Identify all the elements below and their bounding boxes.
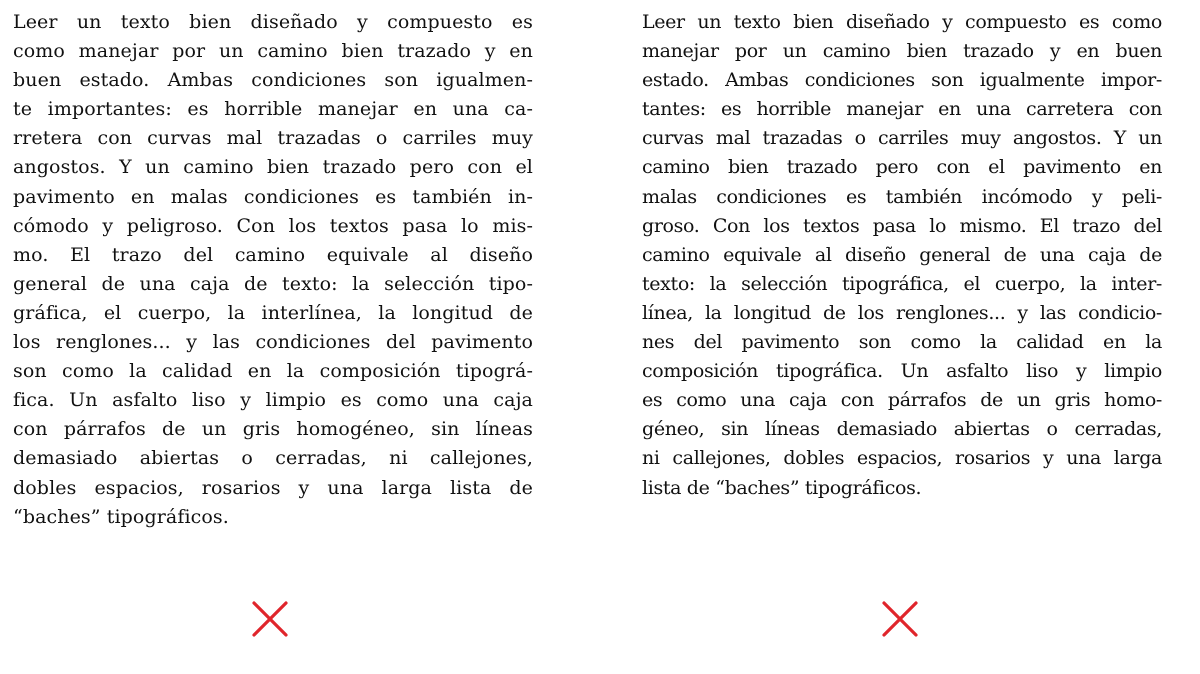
text-line: con párrafos de un gris homogéneo, sin líneas — [13, 418, 533, 441]
text-line-last: lista de “baches” tipográficos. — [642, 476, 922, 499]
text-line: como manejar por un camino bien trazado y en — [13, 40, 533, 63]
text-line: gráfica, el cuerpo, la interlínea, la longitud de — [13, 301, 533, 324]
justified-paragraph-right — [642, 0, 1162, 503]
text-line: manejar por un camino bien trazado y en buen — [642, 40, 1162, 63]
justified-paragraph-left — [13, 0, 533, 532]
text-line: Leer un texto bien diseñado y compuesto es como — [642, 11, 1162, 33]
text-line: rretera con curvas mal trazadas o carriles muy — [13, 127, 533, 150]
text-line: mo. El trazo del camino equivale al diseño — [13, 243, 533, 266]
text-line: texto: la selección tipográfica, el cuerpo, la inter- — [642, 272, 1162, 295]
text-line: Leer un texto bien diseñado y compuesto es — [13, 11, 533, 33]
text-line: es como una caja con párrafos de un gris homo- — [642, 389, 1162, 412]
red-x-icon — [251, 600, 289, 638]
text-line: demasiado abiertas o cerradas, ni callejones, — [13, 447, 533, 470]
text-line: groso. Con los textos pasa lo mismo. El trazo del — [642, 214, 1162, 237]
text-line: dobles espacios, rosarios y una larga lista de — [13, 476, 533, 499]
text-line-last: “baches” tipográficos. — [13, 505, 229, 528]
red-x-icon — [881, 600, 919, 638]
text-line: buen estado. Ambas condiciones son igualmen- — [13, 69, 533, 92]
text-line: malas condiciones es también incómodo y peli- — [642, 185, 1162, 208]
text-line: línea, la longitud de los renglones... y las condicio- — [642, 301, 1162, 324]
text-sample-left — [13, 0, 533, 674]
text-line: tantes: es horrible manejar en una carretera con — [642, 98, 1162, 121]
text-line: curvas mal trazadas o carriles muy angostos. Y un — [642, 127, 1162, 150]
text-line: composición tipográfica. Un asfalto liso y limpio — [642, 360, 1162, 383]
text-line: general de una caja de texto: la selección tipo- — [13, 272, 533, 295]
text-line: camino bien trazado pero con el pavimento en — [642, 156, 1162, 179]
text-line: son como la calidad en la composición tipográ- — [13, 360, 533, 383]
text-line: camino equivale al diseño general de una caja de — [642, 243, 1162, 266]
text-line: pavimento en malas condiciones es también in- — [13, 185, 533, 208]
text-line: nes del pavimento son como la calidad en la — [642, 331, 1162, 354]
text-line: angostos. Y un camino bien trazado pero con el — [13, 156, 533, 179]
text-line: fica. Un asfalto liso y limpio es como una caja — [13, 389, 533, 412]
text-line: los renglones... y las condiciones del pavimento — [13, 331, 533, 354]
text-line: géneo, sin líneas demasiado abiertas o cerradas, — [642, 418, 1162, 441]
text-line: cómodo y peligroso. Con los textos pasa lo mis- — [13, 214, 533, 237]
text-line: te importantes: es horrible manejar en una ca- — [13, 98, 533, 121]
text-line: estado. Ambas condiciones son igualmente impor- — [642, 69, 1162, 92]
text-sample-right — [642, 0, 1162, 674]
text-line: ni callejones, dobles espacios, rosarios y una larga — [642, 447, 1162, 470]
